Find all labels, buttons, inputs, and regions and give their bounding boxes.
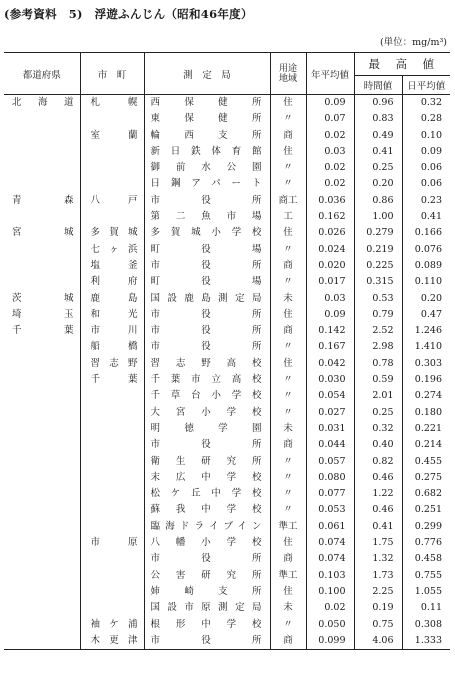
max-hourly-cell: 0.49 [354,128,402,144]
prefecture-cell [4,339,80,355]
prefecture-cell: 青森 [12,194,74,206]
city-cell: 七ヶ浜 [80,242,144,258]
station-cell: 姉崎支所 [144,584,270,600]
city-cell [80,388,144,404]
max-hourly-cell: 0.78 [354,356,402,372]
annual-mean-cell: 0.036 [306,193,354,209]
city-cell: 和光 [80,307,144,323]
station-cell: 千草台小学校 [144,388,270,404]
max-daily-cell: 0.28 [402,111,450,127]
station-cell: 臨海ドライブイン [144,519,270,535]
annual-mean-cell: 0.027 [306,405,354,421]
table-row [4,274,450,290]
unit-label: (単位：mg/m³) [379,37,447,48]
max-daily-cell: 1.055 [402,584,450,600]
annual-mean-cell: 0.077 [306,486,354,502]
table-row [4,535,450,551]
table-row [4,176,450,192]
max-daily-cell: 0.076 [402,242,450,258]
max-daily-cell: 1.410 [402,339,450,355]
header-usage-area [270,53,306,95]
annual-mean-cell: 0.142 [306,323,354,339]
prefecture-cell [4,388,80,404]
annual-mean-cell: 0.02 [306,176,354,192]
max-hourly-cell: 0.46 [354,502,402,518]
max-hourly-cell: 0.315 [354,274,402,290]
prefecture-cell: 千葉 [12,325,74,337]
usage-cell: 商 [270,258,306,274]
annual-mean-cell: 0.026 [306,225,354,241]
max-daily-cell: 0.776 [402,535,450,551]
annual-mean-cell: 0.020 [306,258,354,274]
prefecture-cell [4,486,80,502]
usage-cell: 準工 [270,568,306,584]
usage-cell: 住 [270,584,306,600]
prefecture-cell [4,600,80,616]
table-row [4,111,450,127]
city-cell: 利府 [80,274,144,290]
annual-mean-cell: 0.050 [306,617,354,633]
max-hourly-cell: 0.225 [354,258,402,274]
table-row [4,339,450,355]
station-cell: 習志野高校 [144,356,270,372]
header-city: 市 町 [80,53,144,95]
max-daily-cell: 0.41 [402,209,450,225]
annual-mean-cell: 0.162 [306,209,354,225]
station-cell: 衛生研究所 [144,454,270,470]
city-cell [80,176,144,192]
header-annual-mean: 年平均値 [306,53,354,95]
annual-mean-cell: 0.03 [306,144,354,160]
table-row [4,568,450,584]
city-cell [80,551,144,567]
city-cell [80,421,144,437]
prefecture-cell: 北海道 [12,97,74,108]
station-cell: 市役所 [144,633,270,650]
max-hourly-cell: 0.79 [354,307,402,323]
city-cell [80,111,144,127]
max-daily-cell: 0.09 [402,144,450,160]
annual-mean-cell: 0.02 [306,600,354,616]
table-row [4,600,450,616]
max-daily-cell: 0.20 [402,291,450,307]
max-daily-cell: 0.089 [402,258,450,274]
annual-mean-cell: 0.044 [306,437,354,453]
usage-cell: 住 [270,535,306,551]
table-row [4,291,450,307]
max-hourly-cell: 0.86 [354,193,402,209]
city-cell: 鹿島 [80,291,144,307]
annual-mean-cell: 0.074 [306,551,354,567]
header-row [4,53,450,76]
prefecture-cell [4,111,80,127]
city-cell: 市原 [80,535,144,551]
station-cell: 多賀城小学校 [144,225,270,241]
annual-mean-cell: 0.09 [306,95,354,112]
city-cell: 木更津 [80,633,144,650]
annual-mean-cell: 0.02 [306,160,354,176]
annual-mean-cell: 0.030 [306,372,354,388]
max-daily-cell: 0.251 [402,502,450,518]
max-hourly-cell: 0.25 [354,405,402,421]
usage-cell: 〃 [270,176,306,192]
city-cell [80,584,144,600]
prefecture-cell [4,568,80,584]
header-hourly: 時間値 [354,76,402,95]
station-cell: 東保健所 [144,111,270,127]
city-cell: 袖ケ浦 [80,617,144,633]
max-daily-cell: 0.214 [402,437,450,453]
usage-cell: 住 [270,225,306,241]
table-row [4,242,450,258]
usage-cell: 〃 [270,470,306,486]
usage-cell: 商 [270,323,306,339]
prefecture-cell [4,258,80,274]
prefecture-cell [4,372,80,388]
station-cell: 新日鉄体育館 [144,144,270,160]
station-cell: 大宮小学校 [144,405,270,421]
max-hourly-cell: 0.19 [354,600,402,616]
usage-cell: 〃 [270,274,306,290]
header-daily-mean: 日平均値 [402,76,450,95]
document-title: (参考資料 5) 浮遊ふんじん（昭和46年度） [4,7,253,21]
max-daily-cell: 0.682 [402,486,450,502]
max-daily-cell: 0.180 [402,405,450,421]
prefecture-cell [4,617,80,633]
max-hourly-cell: 0.41 [354,144,402,160]
max-daily-cell: 0.455 [402,454,450,470]
station-cell: 千葉市立高校 [144,372,270,388]
table-row [4,502,450,518]
header-station: 測 定 局 [144,53,270,95]
station-cell: 八幡小学校 [144,535,270,551]
prefecture-cell: 宮城 [12,227,74,239]
max-hourly-cell: 0.83 [354,111,402,127]
annual-mean-cell: 0.024 [306,242,354,258]
city-cell: 多賀城 [80,225,144,241]
usage-cell: 商 [270,128,306,144]
header-usage-area-label: 用途 地域 [278,63,297,84]
usage-cell: 住 [270,95,306,112]
station-cell: 市役所 [144,258,270,274]
station-cell: 町役場 [144,274,270,290]
table-row [4,519,450,535]
table-row [4,160,450,176]
max-hourly-cell: 1.00 [354,209,402,225]
usage-cell: 〃 [270,388,306,404]
annual-mean-cell: 0.09 [306,307,354,323]
table-row [4,617,450,633]
annual-mean-cell: 0.042 [306,356,354,372]
max-hourly-cell: 2.01 [354,388,402,404]
city-cell: 八戸 [80,193,144,209]
usage-cell: 〃 [270,486,306,502]
prefecture-cell [4,176,80,192]
max-daily-cell: 0.274 [402,388,450,404]
prefecture-cell [4,633,80,650]
prefecture-cell [4,502,80,518]
prefecture-cell [4,551,80,567]
table-row [4,356,450,372]
table-body [4,95,450,650]
usage-cell: 未 [270,600,306,616]
table-row [4,486,450,502]
usage-cell: 〃 [270,454,306,470]
prefecture-cell [4,209,80,225]
station-cell: 明徳学園 [144,421,270,437]
prefecture-cell [4,405,80,421]
city-cell [80,160,144,176]
station-cell: 市役所 [144,339,270,355]
max-hourly-cell: 2.25 [354,584,402,600]
usage-cell: 準工 [270,519,306,535]
max-daily-cell: 1.246 [402,323,450,339]
max-daily-cell: 0.221 [402,421,450,437]
header-prefecture: 都道府県 [4,53,80,95]
station-cell: 御前水公園 [144,160,270,176]
prefecture-cell [4,437,80,453]
city-cell [80,600,144,616]
station-cell: 公害研究所 [144,568,270,584]
max-hourly-cell: 0.59 [354,372,402,388]
max-hourly-cell: 0.40 [354,437,402,453]
table-row [4,307,450,323]
table-row [4,584,450,600]
max-daily-cell: 0.275 [402,470,450,486]
usage-cell: 〃 [270,372,306,388]
usage-cell: 住 [270,356,306,372]
annual-mean-cell: 0.167 [306,339,354,355]
prefecture-cell [4,519,80,535]
prefecture-cell [4,128,80,144]
table-row [4,551,450,567]
city-cell [80,568,144,584]
usage-cell: 〃 [270,339,306,355]
station-cell: 末広中学校 [144,470,270,486]
max-daily-cell: 0.110 [402,274,450,290]
max-hourly-cell: 0.75 [354,617,402,633]
table-row [4,258,450,274]
prefecture-cell [4,454,80,470]
city-cell [80,144,144,160]
usage-cell: 未 [270,421,306,437]
table-row [4,470,450,486]
max-hourly-cell: 1.75 [354,535,402,551]
usage-cell: 商 [270,633,306,650]
usage-cell: 住 [270,144,306,160]
prefecture-cell [4,356,80,372]
max-hourly-cell: 4.06 [354,633,402,650]
max-hourly-cell: 0.53 [354,291,402,307]
usage-cell: 〃 [270,502,306,518]
prefecture-cell [4,160,80,176]
annual-mean-cell: 0.061 [306,519,354,535]
city-cell: 塩釜 [80,258,144,274]
table-row [4,95,450,112]
max-daily-cell: 0.47 [402,307,450,323]
max-daily-cell: 0.308 [402,617,450,633]
station-cell: 市役所 [144,437,270,453]
city-cell [80,437,144,453]
annual-mean-cell: 0.017 [306,274,354,290]
max-hourly-cell: 0.41 [354,519,402,535]
table-row [4,372,450,388]
station-cell: 国設市原測定局 [144,600,270,616]
usage-cell: 商 [270,437,306,453]
station-cell: 日鋼アパート [144,176,270,192]
max-hourly-cell: 2.98 [354,339,402,355]
table-row [4,209,450,225]
table-row [4,421,450,437]
city-cell: 習志野 [80,356,144,372]
max-hourly-cell: 1.32 [354,551,402,567]
annual-mean-cell: 0.054 [306,388,354,404]
max-daily-cell: 0.303 [402,356,450,372]
prefecture-cell [4,242,80,258]
max-hourly-cell: 0.32 [354,421,402,437]
max-daily-cell: 0.23 [402,193,450,209]
city-cell: 船橋 [80,339,144,355]
annual-mean-cell: 0.100 [306,584,354,600]
table-row [4,437,450,453]
city-cell [80,209,144,225]
prefecture-cell [4,421,80,437]
max-hourly-cell: 0.279 [354,225,402,241]
city-cell [80,470,144,486]
max-hourly-cell: 1.22 [354,486,402,502]
city-cell: 札幌 [80,95,144,112]
station-cell: 松ケ丘中学校 [144,486,270,502]
station-cell: 第二魚市場 [144,209,270,225]
max-daily-cell: 1.333 [402,633,450,650]
max-daily-cell: 0.196 [402,372,450,388]
annual-mean-cell: 0.03 [306,291,354,307]
max-daily-cell: 0.06 [402,176,450,192]
station-cell: 根形中学校 [144,617,270,633]
annual-mean-cell: 0.099 [306,633,354,650]
prefecture-cell [4,274,80,290]
usage-cell: 〃 [270,160,306,176]
station-cell: 西保健所 [144,95,270,112]
max-daily-cell: 0.11 [402,600,450,616]
usage-cell: 未 [270,291,306,307]
prefecture-cell: 茨城 [12,292,74,304]
annual-mean-cell: 0.103 [306,568,354,584]
table-row [4,405,450,421]
dust-measurement-table [4,52,450,650]
table-row [4,388,450,404]
station-cell: 市役所 [144,307,270,323]
station-cell: 蘇我中学校 [144,502,270,518]
station-cell: 輪西支所 [144,128,270,144]
city-cell [80,502,144,518]
max-hourly-cell: 2.52 [354,323,402,339]
max-hourly-cell: 0.96 [354,95,402,112]
station-cell: 町役場 [144,242,270,258]
usage-cell: 商 [270,551,306,567]
station-cell: 市役所 [144,551,270,567]
max-daily-cell: 0.755 [402,568,450,584]
usage-cell: 工 [270,209,306,225]
max-hourly-cell: 0.20 [354,176,402,192]
city-cell: 室蘭 [80,128,144,144]
max-hourly-cell: 0.82 [354,454,402,470]
annual-mean-cell: 0.057 [306,454,354,470]
usage-cell: 〃 [270,111,306,127]
prefecture-cell [4,144,80,160]
table-row [4,128,450,144]
max-daily-cell: 0.166 [402,225,450,241]
annual-mean-cell: 0.031 [306,421,354,437]
station-cell: 市役所 [144,193,270,209]
max-daily-cell: 0.299 [402,519,450,535]
table-row [4,193,450,209]
table-row [4,323,450,339]
max-daily-cell: 0.32 [402,95,450,112]
city-cell [80,454,144,470]
usage-cell: 〃 [270,405,306,421]
prefecture-cell [4,535,80,551]
table-row [4,454,450,470]
prefecture-cell [4,470,80,486]
annual-mean-cell: 0.053 [306,502,354,518]
usage-cell: 住 [270,307,306,323]
max-daily-cell: 0.458 [402,551,450,567]
annual-mean-cell: 0.074 [306,535,354,551]
city-cell [80,486,144,502]
city-cell: 市川 [80,323,144,339]
table-row [4,225,450,241]
max-hourly-cell: 1.73 [354,568,402,584]
prefecture-cell [4,584,80,600]
max-hourly-cell: 0.46 [354,470,402,486]
city-cell [80,405,144,421]
usage-cell: 〃 [270,242,306,258]
city-cell [80,519,144,535]
max-daily-cell: 0.10 [402,128,450,144]
annual-mean-cell: 0.07 [306,111,354,127]
annual-mean-cell: 0.02 [306,128,354,144]
usage-cell: 商工 [270,193,306,209]
station-cell: 市役所 [144,323,270,339]
max-hourly-cell: 0.219 [354,242,402,258]
usage-cell: 〃 [270,617,306,633]
header-max-value: 最 高 値 [354,53,450,76]
table-row [4,144,450,160]
table-row [4,633,450,650]
max-hourly-cell: 0.25 [354,160,402,176]
city-cell: 千葉 [80,372,144,388]
max-daily-cell: 0.06 [402,160,450,176]
station-cell: 国設鹿島測定局 [144,291,270,307]
annual-mean-cell: 0.080 [306,470,354,486]
prefecture-cell: 埼玉 [12,308,74,320]
